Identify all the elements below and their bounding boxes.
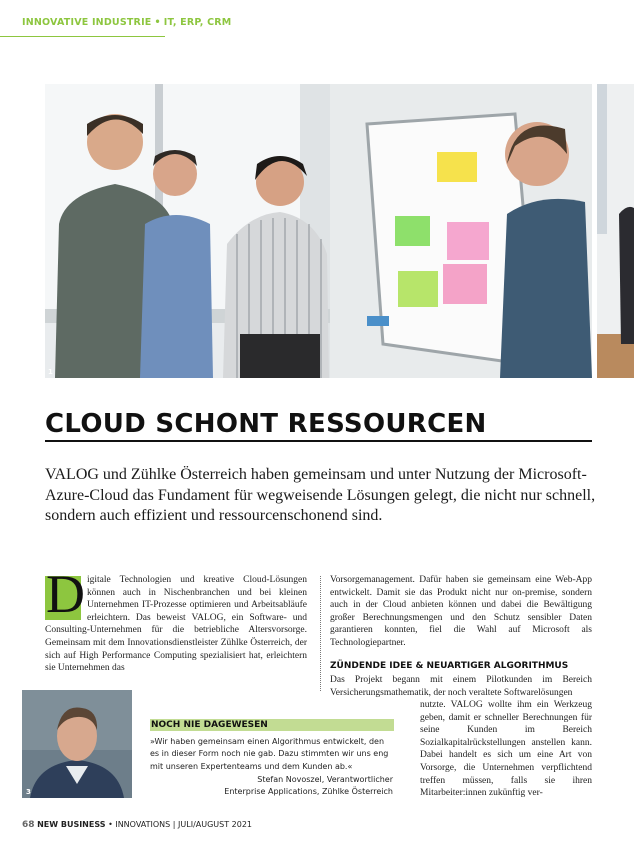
section-rubric: [22, 17, 231, 28]
body-column-2: [330, 574, 592, 650]
quote-author-name: Stefan Novoszel, Verantwortlicher: [257, 775, 393, 784]
article-headline: CLOUD SCHONT RESSOURCEN: [45, 409, 487, 439]
body-paragraph-3-start: Das Projekt begann mit einem Pilotkunden im Bereich Versicherungsmathematik, der noch veraltete Softwarelösungen: [330, 675, 592, 698]
body-column-1: [45, 564, 307, 675]
rubric-section: INNOVATIVE INDUSTRIE: [22, 17, 152, 28]
photo-number-portrait: 3: [26, 788, 31, 796]
page-footer: [22, 820, 252, 830]
dropcap-letter: D: [46, 564, 85, 624]
quote-author-role: Enterprise Applications, Zühlke Österreich: [224, 787, 393, 797]
article-lead: VALOG und Zühlke Österreich haben gemeinsam und unter Nutzung der Microsoft-Azure-Cloud das Fundament für wegweisende Lösungen gelegt, die nicht nur schnell, sondern auch effizient und ressourcenschonend sind.: [45, 466, 596, 524]
headline-rule: [45, 440, 592, 442]
magazine-name: NEW BUSINESS: [37, 820, 106, 829]
body-paragraph-2: Vorsorgemanagement. Dafür haben sie gemeinsam eine Web-App entwickelt. Damit sie das Produkt nicht nur on-premise, sondern auch in der Cloud anbieten können und dabei die Bewältigung großer Berechnungsmengen und den Schutz sensibler Daten garantieren konnten, fiel die Wahl auf Microsoft als Technologiepartner.: [330, 575, 592, 648]
quote-author: [150, 774, 393, 799]
photo-number-main: 1: [48, 368, 53, 376]
side-photo-strip: [597, 84, 634, 378]
body-paragraph-3-continued: nutzte. VALOG wollte ihm ein Werkzeug geben, damit er schneller Berechnungen für seine Kunden im Bereich Sozialkapitalrückstellungen anstellen kann. Dabei handelt es sich um eine Art von Vorsorge, die Unternehmen verpflichtend treffen müssen, falls sie ihren Mitarbeiter:innen zukünftig ver-: [420, 700, 592, 799]
footer-issue: JULI/AUGUST 2021: [178, 820, 253, 829]
body-subheading: ZÜNDENDE IDEE & NEUARTIGER ALGORITHMUS: [330, 661, 569, 671]
rubric-topics: IT, ERP, CRM: [163, 17, 232, 28]
body-paragraph-1: igitale Technologien und kreative Cloud-Lösungen können auch in Nischenbranchen und bei kleinen Unternehmen IT-Prozesse optimieren und Arbeitsabläufe erleichtern. Das beweist VALOG, ein Software- und Consulting-Unternehmen für die betriebliche Altersvorsorge. Gemeinsam mit dem Innovationsdienstleister Zühlke Österreich, der sich auf High Performance Computing spezialisiert hat, erleichtern sie Unternehmen das: [45, 575, 307, 674]
team-photo: [45, 84, 592, 378]
rubric-bullet: •: [154, 17, 161, 28]
column-divider: [320, 576, 321, 691]
rubric-underline: [0, 36, 165, 37]
footer-section: INNOVATIONS: [115, 820, 171, 829]
footer-bullet: •: [108, 820, 113, 829]
portrait-photo: [22, 690, 132, 798]
footer-separator: |: [172, 820, 176, 829]
page-number: 68: [22, 820, 35, 830]
quote-text: »Wir haben gemeinsam einen Algorithmus entwickelt, den es in dieser Form noch nie gab. Dazu stimmten wir uns eng mit unseren Expertenteams und dem Kunden ab.«: [150, 737, 389, 771]
quote-heading: NOCH NIE DAGEWESEN: [150, 719, 394, 731]
dropcap: [45, 564, 85, 624]
